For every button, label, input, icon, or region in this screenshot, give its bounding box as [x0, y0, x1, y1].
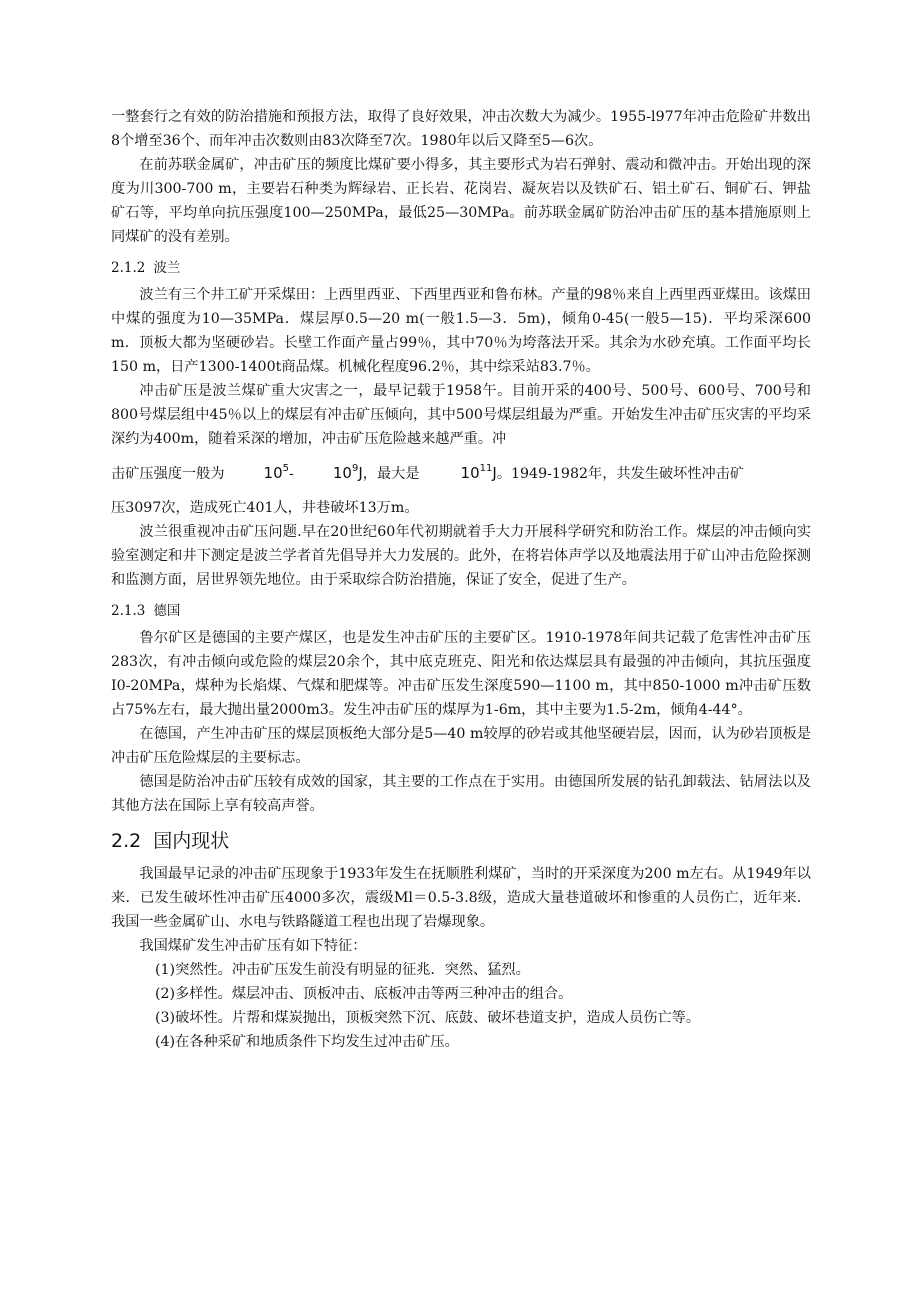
- energy-min: [264, 464, 289, 482]
- energy-max-unit: J: [492, 464, 497, 482]
- paragraph-poland-coalfields: 波兰有三个井工矿开采煤田：上西里西亚、下西里西亚和鲁布林。产量的98％来自上西里西亚煤田。该煤田中煤的强度为10—35MPa．煤层厚0.5—20 m(一般1.5—3．5m)，倾角0-45(一般5—15)．平均采深600 m．顶板大都为坚硬砂岩。长壁工作面产量占99％，其中70％为垮落法开采。其余为水砂充填。工作面平均长150 m，日产1300-1400t商品煤。机械化程度96.2％，其中综采站83.7％。: [111, 287, 811, 375]
- section-heading-2-2: [111, 826, 811, 856]
- paragraph-china-features-intro: 我国煤矿发生冲击矿压有如下特征：: [139, 938, 367, 954]
- paragraph-china-history: 我国最早记录的冲击矿压现象于1933年发生在抚顺胜利煤矿，当时的开采深度为200 m左右。从1949年以来．已发生破坏性冲击矿压4000多次，震级Ml＝0.5-3.8级，造成大量巷道破坏和惨重的人员伤亡，近年来．我国一些金属矿山、水电与铁路隧道工程也出现了岩爆现象。: [111, 866, 811, 930]
- paragraph-poland-rockburst: 冲击矿压是波兰煤矿重大灾害之一，最早记载于1958午。目前开采的400号、500号、600号、700号和800号煤层组中45％以上的煤层有冲击矿压倾向，其中500号煤层组最为严重。开始发生冲击矿压灾害的平均采深约为400m，随着采深的增加，冲击矿压危险越来越严重。冲: [111, 383, 811, 447]
- section-title: 波兰: [153, 260, 181, 276]
- energy-unit: J: [358, 464, 363, 482]
- list-item: (1)突然性。冲击矿压发生前没有明显的征兆．突然、猛烈。: [155, 962, 530, 978]
- energy-typical-max: [333, 464, 363, 482]
- list-item: (2)多样性。煤层冲击、顶板冲击、底板冲击等两三种冲击的组合。: [155, 986, 573, 1002]
- energy-max: [461, 464, 497, 482]
- energy-max-base: 10: [460, 464, 480, 482]
- paragraph-germany-roof: 在德国，产生冲击矿压的煤层顶板绝大部分是5—40 m较厚的砂岩或其他坚硬岩层，因而，认为砂岩顶板是冲击矿压危险煤层的主要标志。: [111, 726, 811, 766]
- paragraph-ussr-coal: 一整套行之有效的防治措施和预报方法，取得了良好效果，冲击次数大为减少。1955-l977年冲击危险矿井数出8个增至36个、而年冲击次数则由83次降至7次。1980年以后又降至5—6次。: [111, 109, 811, 149]
- section-number: 2.2: [111, 830, 142, 852]
- energy-max-exponent: 11: [479, 463, 493, 474]
- section-title: 德国: [153, 603, 181, 619]
- energy-min-base: 10: [263, 464, 283, 482]
- list-item: (4)在各种采矿和地质条件下均发生过冲击矿压。: [155, 1034, 459, 1050]
- energy-prefix: 击矿压强度一般为: [111, 466, 225, 482]
- energy-typical-max-base: 10: [332, 464, 352, 482]
- paragraph-poland-casualties: 压3097次，造成死亡401人，井巷破坏13万m。: [111, 500, 419, 516]
- paragraph-poland-research: 波兰很重视冲击矿压问题.早在20世纪60年代初期就着手大力开展科学研究和防治工作。煤层的冲击倾向实验室测定和井下测定是波兰学者首先倡导并大力发展的。此外，在将岩体声学以及地震法用于矿山冲击危险探测和监测方面，居世界领先地位。由于采取综合防治措施，保证了安全，促进了生产。: [111, 524, 811, 588]
- section-title: 国内现状: [153, 830, 230, 852]
- list-item: (3)破坏性。片帮和煤炭抛出，顶板突然下沉、底鼓、破坏巷道支护，造成人员伤亡等。: [155, 1010, 701, 1026]
- section-heading-2-1-3: [111, 600, 811, 622]
- paragraph-ussr-metal: 在前苏联金属矿，冲击矿压的频度比煤矿要小得多，其主要形式为岩石弹射、震动和微冲击。开始出现的深度为川300-700 m，主要岩石种类为辉绿岩、正长岩、花岗岩、凝灰岩以及铁矿石、铝土矿石、铜矿石、钾盐矿石等，平均单向抗压强度100—250MPa，最低25—30MPa。前苏联金属矿防治冲击矿压的基本措施原则上同煤矿的没有差别。: [111, 157, 811, 245]
- section-heading-2-1-2: [111, 257, 811, 279]
- energy-min-exponent: 5: [282, 463, 290, 474]
- document-page: [111, 105, 811, 1054]
- energy-dash: -: [289, 466, 294, 482]
- paragraph-germany-methods: 德国是防治冲击矿压较有成效的国家，其主要的工作点在于实用。由德国所发展的钻孔卸载法、钻屑法以及其他方法在国际上享有较高声誉。: [111, 774, 811, 814]
- energy-typical-max-exponent: 9: [351, 463, 359, 474]
- energy-range-line: [111, 451, 811, 496]
- energy-suffix: 。1949-1982年，共发生破坏性冲击矿: [496, 466, 745, 482]
- paragraph-germany-ruhr: 鲁尔矿区是德国的主要产煤区，也是发生冲击矿压的主要矿区。1910-1978年间共记载了危害性冲击矿压283次，有冲击倾向或危险的煤层20余个，其中底克班克、阳光和依达煤层具有最强的冲击倾向，其抗压强度I0-20MPa，煤种为长焰煤、气煤和肥煤等。冲击矿压发生深度590—1100 m，其中850-1000 m冲击矿压数占75%左右，最大抛出量2000m3。发生冲击矿压的煤厚为1-6m，其中主要为1.5-2m，倾角4-44°。: [111, 630, 811, 718]
- energy-middle: ，最大是: [362, 466, 420, 482]
- section-number: 2.1.3: [111, 603, 146, 619]
- section-number: 2.1.2: [111, 260, 146, 276]
